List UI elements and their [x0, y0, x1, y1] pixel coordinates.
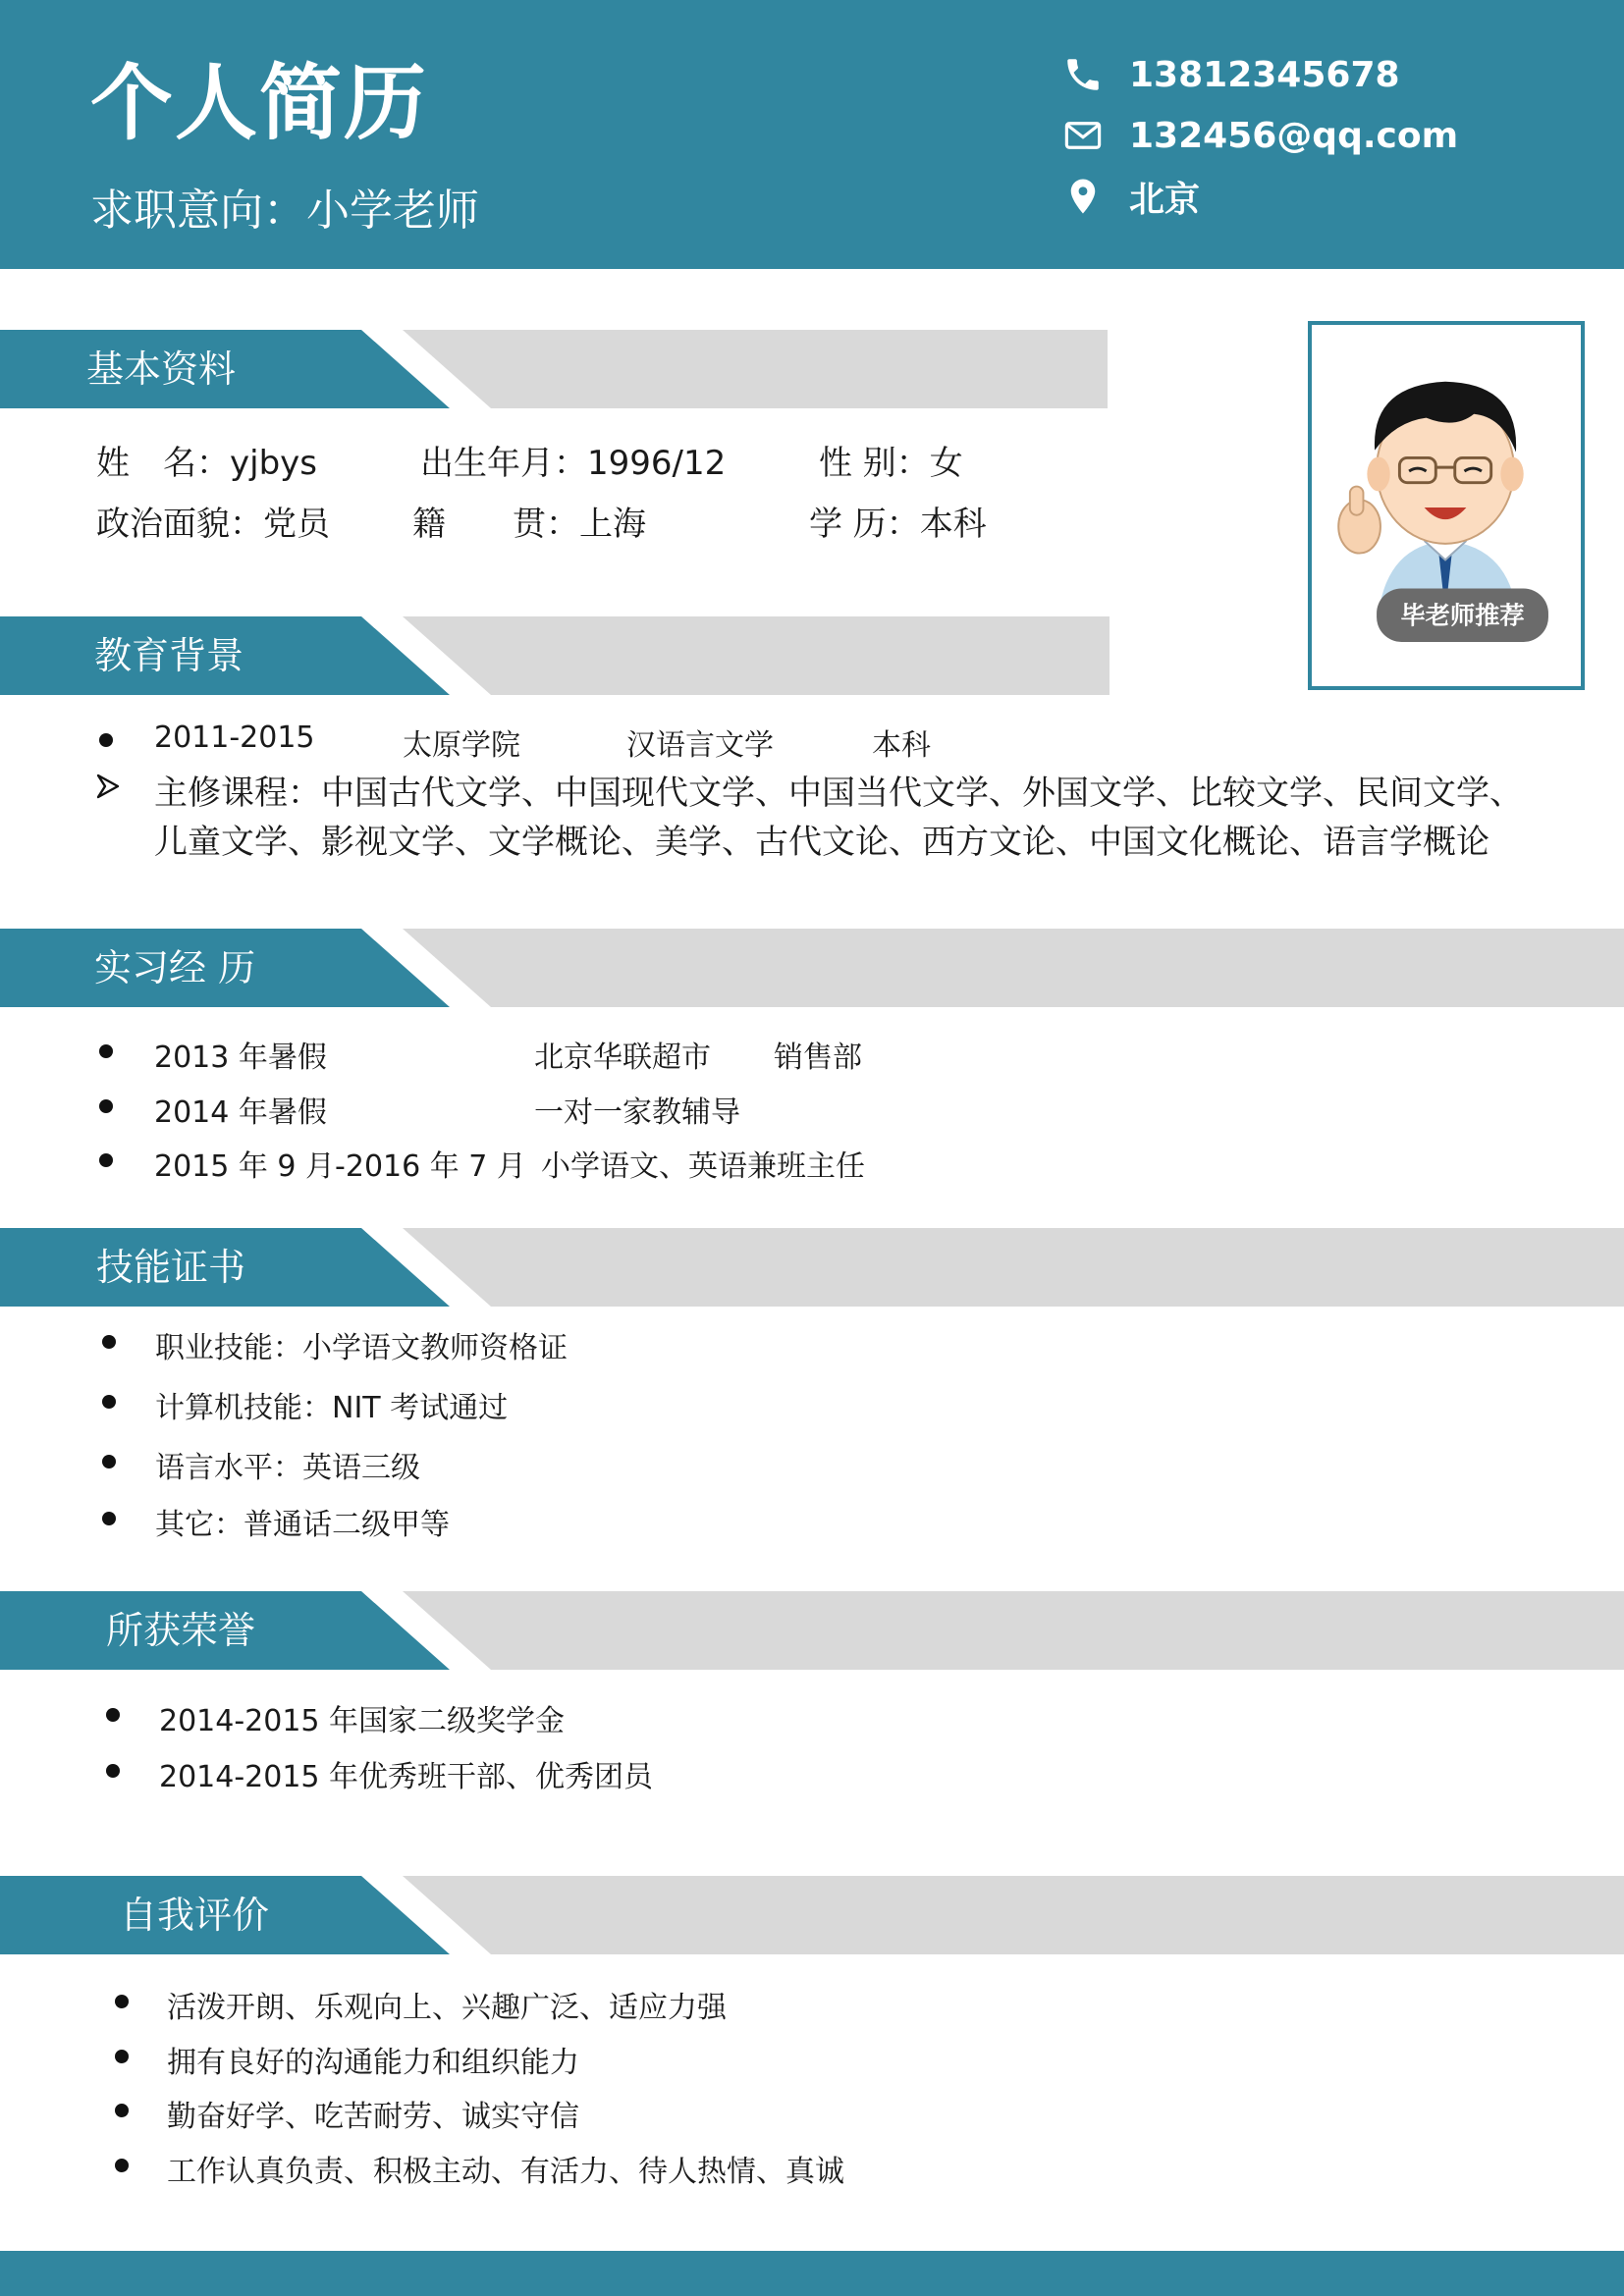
footer-bar [0, 2251, 1624, 2296]
section-header-self-eval [0, 1876, 1624, 1954]
honor-item: 2014-2015 年国家二级奖学金 [159, 1704, 566, 1738]
section-title: 教育背景 [94, 634, 244, 677]
honor-item: 2014-2015 年优秀班干部、优秀团员 [159, 1760, 654, 1794]
basic-native-place: 籍 贯：上海 [412, 505, 646, 544]
bullet [115, 2104, 129, 2117]
photo-badge: 毕老师推荐 [1400, 601, 1525, 630]
bullet [102, 1455, 116, 1468]
intern-org: 北京华联超市 [534, 1041, 711, 1075]
basic-birth: 出生年月：1996/12 [420, 444, 727, 483]
skill-item: 计算机技能：NIT 考试通过 [155, 1391, 509, 1425]
edu-courses-line2: 儿童文学、影视文学、文学概论、美学、古代文论、西方文论、中国文化概论、语言学概论 [154, 823, 1489, 862]
section-header-education [0, 616, 1624, 695]
job-intent: 求职意向：小学老师 [90, 186, 479, 236]
edu-school: 太原学院 [403, 728, 520, 763]
bullet [106, 1764, 120, 1778]
bullet [102, 1395, 116, 1409]
phone-number: 13812345678 [1129, 54, 1400, 95]
section-title: 实习经 历 [94, 946, 256, 989]
section-header-skills [0, 1228, 1624, 1307]
contact-phone [1062, 49, 1400, 100]
skill-item: 语言水平：英语三级 [155, 1451, 420, 1485]
resume-title: 个人简历 [90, 55, 429, 151]
contact-email [1062, 110, 1458, 161]
intern-time: 2013 年暑假 [154, 1041, 327, 1075]
mail-icon [1062, 115, 1104, 156]
section-header-internship [0, 929, 1624, 1007]
skill-item: 职业技能：小学语文教师资格证 [155, 1331, 568, 1365]
location-text: 北京 [1129, 179, 1201, 220]
bullet [115, 2159, 129, 2172]
edu-level: 本科 [872, 728, 931, 763]
basic-degree: 学 历：本科 [809, 505, 987, 544]
edu-period: 2011-2015 [154, 721, 315, 755]
phone-icon [1062, 54, 1104, 95]
intern-time: 2014 年暑假 [154, 1095, 327, 1130]
bullet [99, 1153, 113, 1167]
bullet [115, 2050, 129, 2063]
intern-dept: 销售部 [774, 1041, 862, 1075]
bullet [115, 1995, 129, 2008]
bullet [106, 1708, 120, 1722]
self-eval-item: 活泼开朗、乐观向上、兴趣广泛、适应力强 [167, 1991, 727, 2025]
self-eval-item: 工作认真负责、积极主动、有活力、待人热情、真诚 [167, 2155, 844, 2189]
arrow-bullet-icon [96, 772, 120, 801]
basic-name: 姓 名：yjbys [96, 444, 317, 483]
section-title: 技能证书 [96, 1246, 246, 1289]
intern-org: 小学语文、英语兼班主任 [541, 1149, 865, 1184]
section-title: 自我评价 [120, 1894, 270, 1937]
basic-gender: 性 别：女 [819, 444, 963, 483]
contact-location [1062, 171, 1200, 222]
section-title: 所获荣誉 [106, 1609, 256, 1652]
bullet [102, 1512, 116, 1525]
intern-time: 2015 年 9 月-2016 年 7 月 [154, 1149, 526, 1184]
location-pin-icon [1062, 176, 1104, 217]
edu-courses-line1: 主修课程：中国古代文学、中国现代文学、中国当代文学、外国文学、比较文学、民间文学、 [154, 774, 1523, 813]
section-header-honors [0, 1591, 1624, 1670]
intern-org: 一对一家教辅导 [534, 1095, 740, 1130]
edu-major: 汉语言文学 [626, 728, 774, 763]
section-header-basic [0, 330, 1624, 408]
bullet [99, 1099, 113, 1113]
email-address: 132456@qq.com [1129, 115, 1459, 156]
bullet [99, 733, 113, 747]
self-eval-item: 拥有良好的沟通能力和组织能力 [167, 2046, 579, 2080]
bullet [102, 1335, 116, 1349]
section-title: 基本资料 [86, 347, 237, 391]
self-eval-item: 勤奋好学、吃苦耐劳、诚实守信 [167, 2100, 579, 2134]
skill-item: 其它：普通话二级甲等 [155, 1508, 450, 1542]
basic-political: 政治面貌：党员 [96, 505, 330, 544]
bullet [99, 1044, 113, 1058]
